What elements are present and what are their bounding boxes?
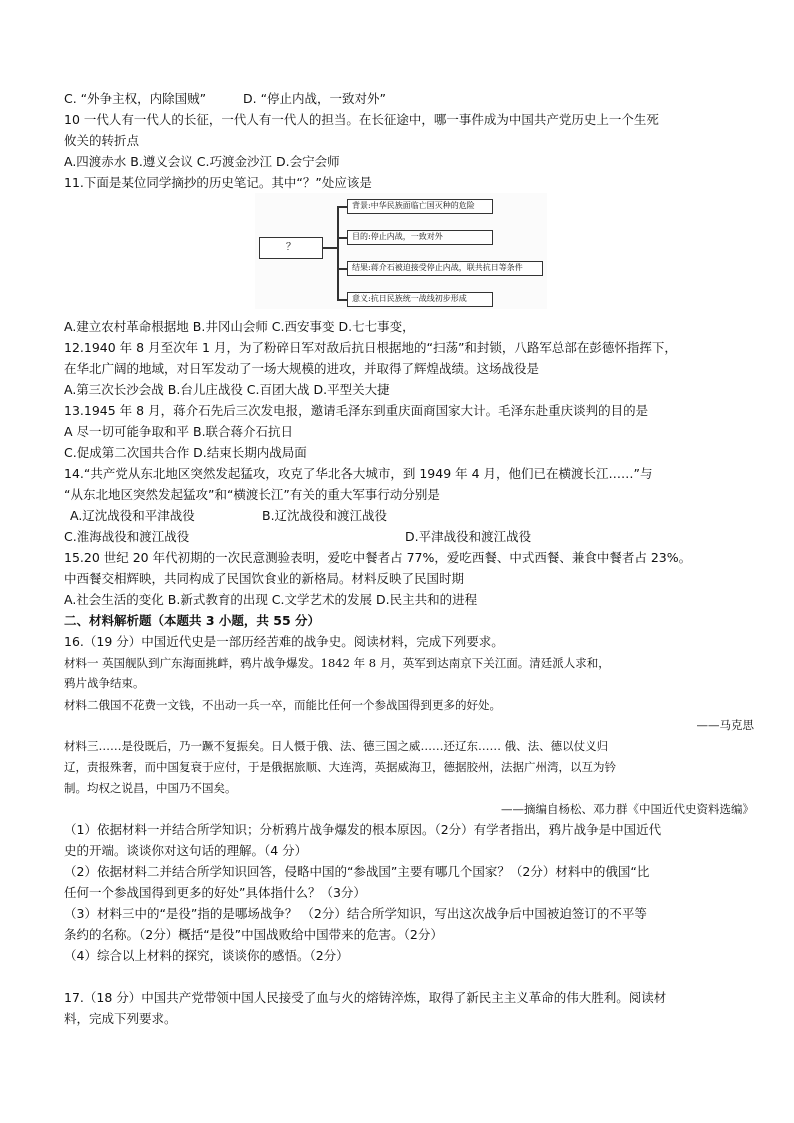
q17-stem-line1: 17.（18 分）中国共产党带领中国人民接受了血与火的熔铸淬炼，取得了新民主主义革命的伟大胜利。阅读材 bbox=[64, 990, 667, 1005]
q11-stem: 11.下面是某位同学摘抄的历史笔记。其中“？”处应该是 bbox=[64, 175, 372, 190]
q10-options: A.四渡赤水 B.遵义会议 C.巧渡金沙江 D.会宁会师 bbox=[64, 154, 340, 169]
q16-material2-source: ——马克思 bbox=[696, 718, 754, 732]
diagram-center-box: ？ bbox=[259, 237, 323, 259]
q16-req2-line2: 任何一个参战国得到更多的好处”具体指什么？（3分） bbox=[64, 885, 366, 900]
q14-stem-line2: “从东北地区突然发起猛攻”和“横渡长江”有关的重大军事行动分别是 bbox=[64, 487, 440, 502]
q16-material3-source: ——摘编自杨松、邓力群《中国近代史资料选编》 bbox=[501, 802, 754, 816]
diagram-item-significance: 意义:抗日民族统一战线初步形成 bbox=[347, 292, 493, 307]
q15-options: A.社会生活的变化 B.新式教育的出现 C.文学艺术的发展 D.民主共和的进程 bbox=[64, 592, 478, 607]
q16-material1-line1: 材料一 英国舰队到广东海面挑衅，鸦片战争爆发。1842 年 8 月，英军到达南京下关江面。清廷派人求和， bbox=[64, 656, 610, 670]
q9-option-d: D. “停止内战，一致对外” bbox=[243, 91, 387, 106]
q16-material3-line1: 材料三……是役既后，乃一蹶不复振矣。日人慑于俄、法、德三国之威……还辽东…… 俄、法、德以仗义归 bbox=[64, 739, 609, 753]
q13-options-ab: A 尽一切可能争取和平 B.联合蒋介石抗日 bbox=[64, 424, 294, 439]
connector-branch-3 bbox=[337, 268, 347, 270]
q12-stem-line2: 在华北广阔的地域，对日军发动了一场大规模的进攻，并取得了辉煌战绩。这场战役是 bbox=[64, 361, 540, 376]
q14-stem-line1: 14.“共产党从东北地区突然发起猛攻，攻克了华北各大城市，到 1949 年 4 月，他们已在横渡长江……”与 bbox=[64, 466, 653, 481]
q16-req3-line1: （3）材料三中的“是役”指的是哪场战争？ （2分）结合所学知识，写出这次战争后中国被迫签订的不平等 bbox=[64, 906, 647, 921]
q17-stem-line2: 料，完成下列要求。 bbox=[64, 1011, 177, 1026]
section-2-heading: 二、材料解析题（本题共 3 小题，共 55 分） bbox=[64, 613, 321, 628]
q16-material2: 材料二俄国不花费一文钱，不出动一兵一卒，而能比任何一个参战国得到更多的好处。 bbox=[64, 698, 501, 712]
q16-material3-line2: 辽，责报殊奢，而中国复衰于应付，于是俄据旅顺、大连湾，英据威海卫，德据胶州，法据广州湾，以互为钤 bbox=[64, 760, 616, 774]
q9-option-c: C. “外争主权，内除国贼” bbox=[64, 91, 207, 106]
q15-stem-line2: 中西餐交相辉映，共同构成了民国饮食业的新格局。材料反映了民国时期 bbox=[64, 571, 465, 586]
q11-note-diagram bbox=[255, 193, 547, 309]
q16-req1-line2: 史的开端。谈谈你对这句话的理解。（4 分） bbox=[64, 843, 308, 858]
diagram-item-purpose: 目的:停止内战，一致对外 bbox=[347, 230, 493, 245]
q15-stem-line1: 15.20 世纪 20 年代初期的一次民意测验表明，爱吃中餐者占 77%，爱吃西餐、中式西餐、兼食中餐者占 23%。 bbox=[64, 550, 692, 565]
q16-req4: （4）综合以上材料的探究，谈谈你的感悟。（2分） bbox=[64, 948, 349, 963]
q16-req1-line1: （1）依据材料一并结合所学知识；分析鸦片战争爆发的根本原因。（2分）有学者指出，鸦片战争是中国近代 bbox=[64, 822, 662, 837]
diagram-item-background: 背景:中华民族面临亡国灭种的危险 bbox=[347, 199, 493, 214]
q10-stem-line1: 10 一代人有一代人的长征，一代人有一代人的担当。在长征途中，哪一事件成为中国共产党历史上一个生死 bbox=[64, 112, 659, 127]
connector-branch-4 bbox=[337, 299, 347, 301]
q16-material1-line2: 鸦片战争结束。 bbox=[64, 676, 145, 690]
q14-option-b: B.辽沈战役和渡江战役 bbox=[262, 508, 388, 523]
q11-options: A.建立农村革命根据地 B.井冈山会师 C.西安事变 D.七七事变， bbox=[64, 319, 415, 334]
q13-options-cd: C.促成第二次国共合作 D.结束长期内战局面 bbox=[64, 445, 307, 460]
q12-options: A.第三次长沙会战 B.台儿庄战役 C.百团大战 D.平型关大捷 bbox=[64, 382, 390, 397]
q14-option-a: A.辽沈战役和平津战役 bbox=[70, 508, 195, 523]
connector-horizontal bbox=[323, 247, 337, 249]
q10-stem-line2: 攸关的转折点 bbox=[64, 133, 140, 148]
q16-req2-line1: （2）依据材料二并结合所学知识回答，侵略中国的“参战国”主要有哪几个国家？（2分）材料中的俄国“比 bbox=[64, 864, 650, 879]
q16-req3-line2: 条约的名称。（2分）概括“是役”中国战败给中国带来的危害。（2分） bbox=[64, 927, 443, 942]
diagram-item-result: 结果:蒋介石被迫接受停止内战，联共抗日等条件 bbox=[347, 261, 543, 276]
connector-branch-1 bbox=[337, 206, 347, 208]
q13-stem: 13.1945 年 8 月，蒋介石先后三次发电报，邀请毛泽东到重庆面商国家大计。毛泽东赴重庆谈判的目的是 bbox=[64, 403, 649, 418]
q14-option-c: C.淮海战役和渡江战役 bbox=[64, 529, 190, 544]
q12-stem-line1: 12.1940 年 8 月至次年 1 月，为了粉碎日军对敌后抗日根据地的“扫荡”和封锁，八路军总部在彭德怀指挥下， bbox=[64, 340, 677, 355]
connector-branch-2 bbox=[337, 237, 347, 239]
connector-vertical bbox=[337, 206, 339, 299]
q16-stem: 16.（19 分）中国近代史是一部历经苦难的战争史。阅读材料，完成下列要求。 bbox=[64, 634, 504, 649]
q16-material3-line3: 制。均权之说昌，中国乃不国矣。 bbox=[64, 781, 237, 795]
q14-option-d: D.平津战役和渡江战役 bbox=[405, 529, 532, 544]
